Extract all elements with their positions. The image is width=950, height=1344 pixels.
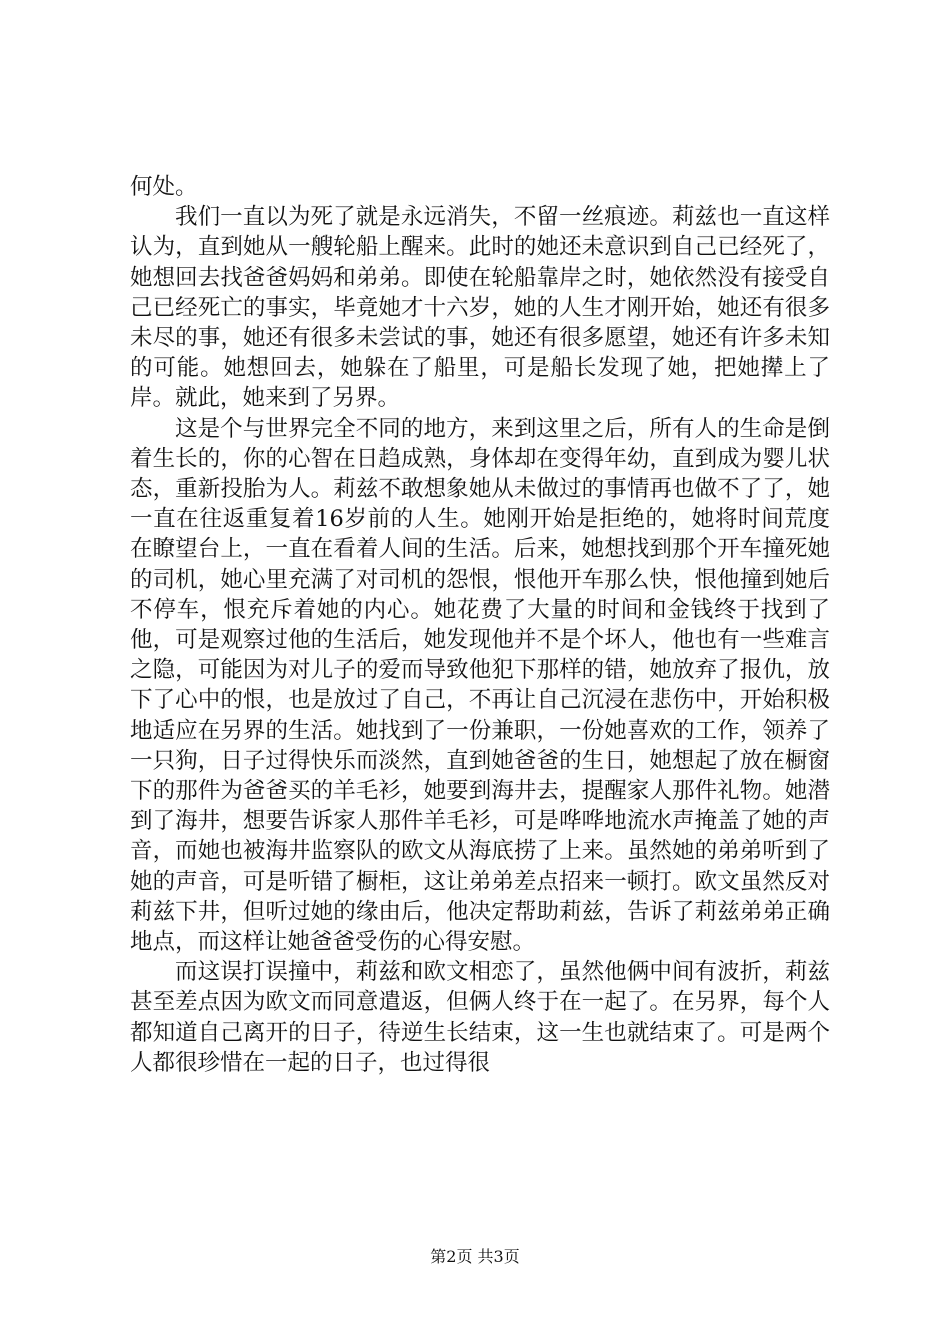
body-text xyxy=(130,172,830,1078)
paragraph: 我们一直以为死了就是永远消失，不留一丝痕迹。莉兹也一直这样认为，直到她从一艘轮船上醒来。此时的她还未意识到自己已经死了，她想回去找爸爸妈妈和弟弟。即使在轮船靠岸之时，她依然没有接受自己已经死亡的事实，毕竟她才十六岁，她的人生才刚开始，她还有很多未尽的事，她还有很多未尝试的事，她还有很多愿望，她还有许多未知的可能。她想回去，她躲在了船里，可是船长发现了她，把她撵上了岸。就此，她来到了另界。 xyxy=(130,204,830,412)
paragraph: 这是个与世界完全不同的地方，来到这里之后，所有人的生命是倒着生长的，你的心智在日趋成熟，身体却在变得年幼，直到成为婴儿状态，重新投胎为人。莉兹不敢想象她从未做过的事情再也做不了了，她一直在往返重复着16岁前的人生。她刚开始是拒绝的，她将时间荒度在瞭望台上，一直在看着人间的生活。后来，她想找到那个开车撞死她的司机，她心里充满了对司机的怨恨，恨他开车那么快，恨他撞到她后不停车，恨充斥着她的内心。她花费了大量的时间和金钱终于找到了他，可是观察过他的生活后，她发现他并不是个坏人，他也有一些难言之隐，可能因为对儿子的爱而导致他犯下那样的错，她放弃了报仇，放下了心中的恨，也是放过了自己，不再让自己沉浸在悲伤中，开始积极地适应在另界的生活。她找到了一份兼职，一份她喜欢的工作，领养了一只狗，日子过得快乐而淡然，直到她爸爸的生日，她想起了放在橱窗下的那件为爸爸买的羊毛衫，她要到海井去，提醒家人那件礼物。她潜到了海井，想要告诉家人那件羊毛衫，可是哗哗地流水声掩盖了她的声音，而她也被海井监察队的欧文从海底捞了上来。虽然她的弟弟听到了她的声音，可是听错了橱柜，这让弟弟差点招来一顿打。欧文虽然反对莉兹下井，但听过她的缘由后，他决定帮助莉兹，告诉了莉兹弟弟正确地点，而这样让她爸爸受伤的心得安慰。 xyxy=(130,415,830,956)
paragraph: 而这误打误撞中，莉兹和欧文相恋了，虽然他俩中间有波折，莉兹甚至差点因为欧文而同意遣返，但俩人终于在一起了。在另界，每个人都知道自己离开的日子，待逆生长结束，这一生也就结束了。可是两个人都很珍惜在一起的日子，也过得很 xyxy=(130,959,830,1076)
paragraph-continuation: 何处。 xyxy=(130,174,198,200)
page-footer: 第2页 共3页 xyxy=(430,1247,520,1266)
